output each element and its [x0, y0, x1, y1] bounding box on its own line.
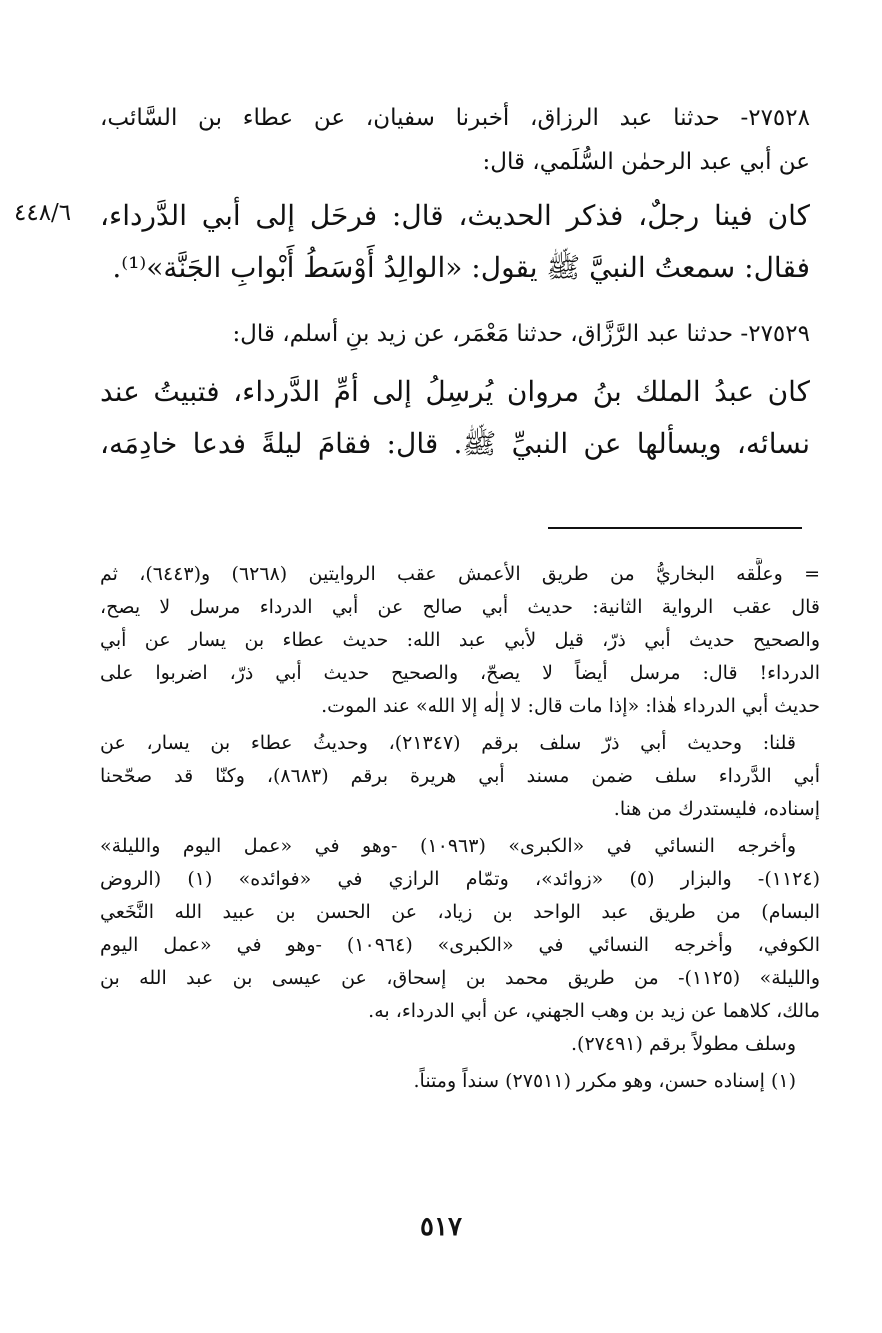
footnote-paragraph — [100, 1028, 820, 1061]
text-line: والليلة» (١١٢٥)- من طريق محمد بن إسحاق، عن عيسى بن عبد الله بن — [100, 967, 820, 989]
text-line: البسام) من طريق عبد الواحد بن زياد، عن الحسن بن عبيد الله النَّخَعي — [100, 901, 820, 923]
hadith-27528-matn — [100, 190, 810, 294]
text-line: كان فينا رجلٌ، فذكر الحديث، قال: فرحَل إلى أبي الدَّرداء، — [100, 199, 810, 232]
text-line: إسناده، فليستدرك من هنا. — [613, 798, 820, 820]
text-line: وسلف مطولاً برقم (٢٧٤٩١). — [571, 1033, 796, 1055]
page-number: ٥١٧ — [420, 1212, 462, 1242]
text-line: عن أبي عبد الرحمٰن السُّلَمي، قال: — [482, 149, 810, 175]
text-line: (١) إسناده حسن، وهو مكرر (٢٧٥١١) سنداً ومتناً. — [413, 1070, 796, 1092]
text-line: = وعلَّقه البخاريُّ من طريق الأعمش عقب الروايتين (٦٢٦٨) و(٦٤٤٣)، ثم — [100, 563, 820, 585]
text-line: نسائه، ويسألها عن النبيِّ ﷺ. قال: فقامَ ليلةً فدعا خادِمَه، — [100, 427, 810, 460]
text-line: قال عقب الرواية الثانية: حديث أبي صالح عن أبي الدرداء مرسل لا يصح، — [100, 596, 820, 618]
footnote-1 — [100, 1065, 820, 1098]
footnote-paragraph — [100, 558, 820, 723]
text-line: قلنا: وحديث أبي ذرّ سلف برقم (٢١٣٤٧)، وحديثُ عطاء بن يسار، عن — [100, 732, 796, 754]
footnote-separator — [548, 527, 802, 529]
text-line: والصحيح حديث أبي ذرّ، قيل لأبي عبد الله: حديث عطاء بن يسار عن أبي — [100, 629, 820, 651]
text-line: ٢٧٥٢٨- حدثنا عبد الرزاق، أخبرنا سفيان، عن عطاء بن السَّائب، — [100, 105, 810, 131]
hadith-27529-matn — [100, 366, 810, 470]
margin-reference: ٤٤٨/٦ — [14, 200, 72, 226]
text-line: حديث أبي الدرداء هٰذا: «إذا مات قال: لا إلٰه إلا الله» عند الموت. — [321, 695, 820, 717]
footnotes — [100, 558, 820, 1098]
footnote-paragraph — [100, 727, 820, 826]
hadith-27529-isnad — [100, 312, 810, 356]
text-line: ٢٧٥٢٩- حدثنا عبد الرَّزَّاق، حدثنا مَعْمَر، عن زيد بنِ أسلم، قال: — [232, 321, 810, 347]
hadith-27528-isnad — [100, 96, 810, 184]
text-line: (١١٢٤)- والبزار (٥) «زوائد»، وتمّام الرازي في «فوائده» (١) (الروض — [100, 868, 820, 890]
text-line: الدرداء! قال: مرسل أيضاً لا يصحّ، والصحيح حديث أبي ذرّ، اضربوا على — [100, 662, 820, 684]
text-line: وأخرجه النسائي في «الكبرى» (١٠٩٦٣) -وهو في «عمل اليوم والليلة» — [100, 835, 796, 857]
footnote-paragraph — [100, 830, 820, 1028]
text-line: كان عبدُ الملك بنُ مروان يُرسِلُ إلى أمِّ الدَّرداء، فتبيتُ عند — [100, 375, 810, 408]
text-line: فقال: سمعتُ النبيَّ ﷺ يقول: «الوالِدُ أَوْسَطُ أَبْوابِ الجَنَّة»⁽¹⁾. — [112, 251, 810, 284]
text-line: أبي الدَّرداء سلف ضمن مسند أبي هريرة برقم (٨٦٨٣)، وكنّا قد صحّحنا — [100, 765, 820, 787]
text-line: مالك، كلاهما عن زيد بن وهب الجهني، عن أبي الدرداء، به. — [368, 1000, 820, 1022]
text-line: الكوفي، وأخرجه النسائي في «الكبرى» (١٠٩٦٤) -وهو في «عمل اليوم — [100, 934, 820, 956]
